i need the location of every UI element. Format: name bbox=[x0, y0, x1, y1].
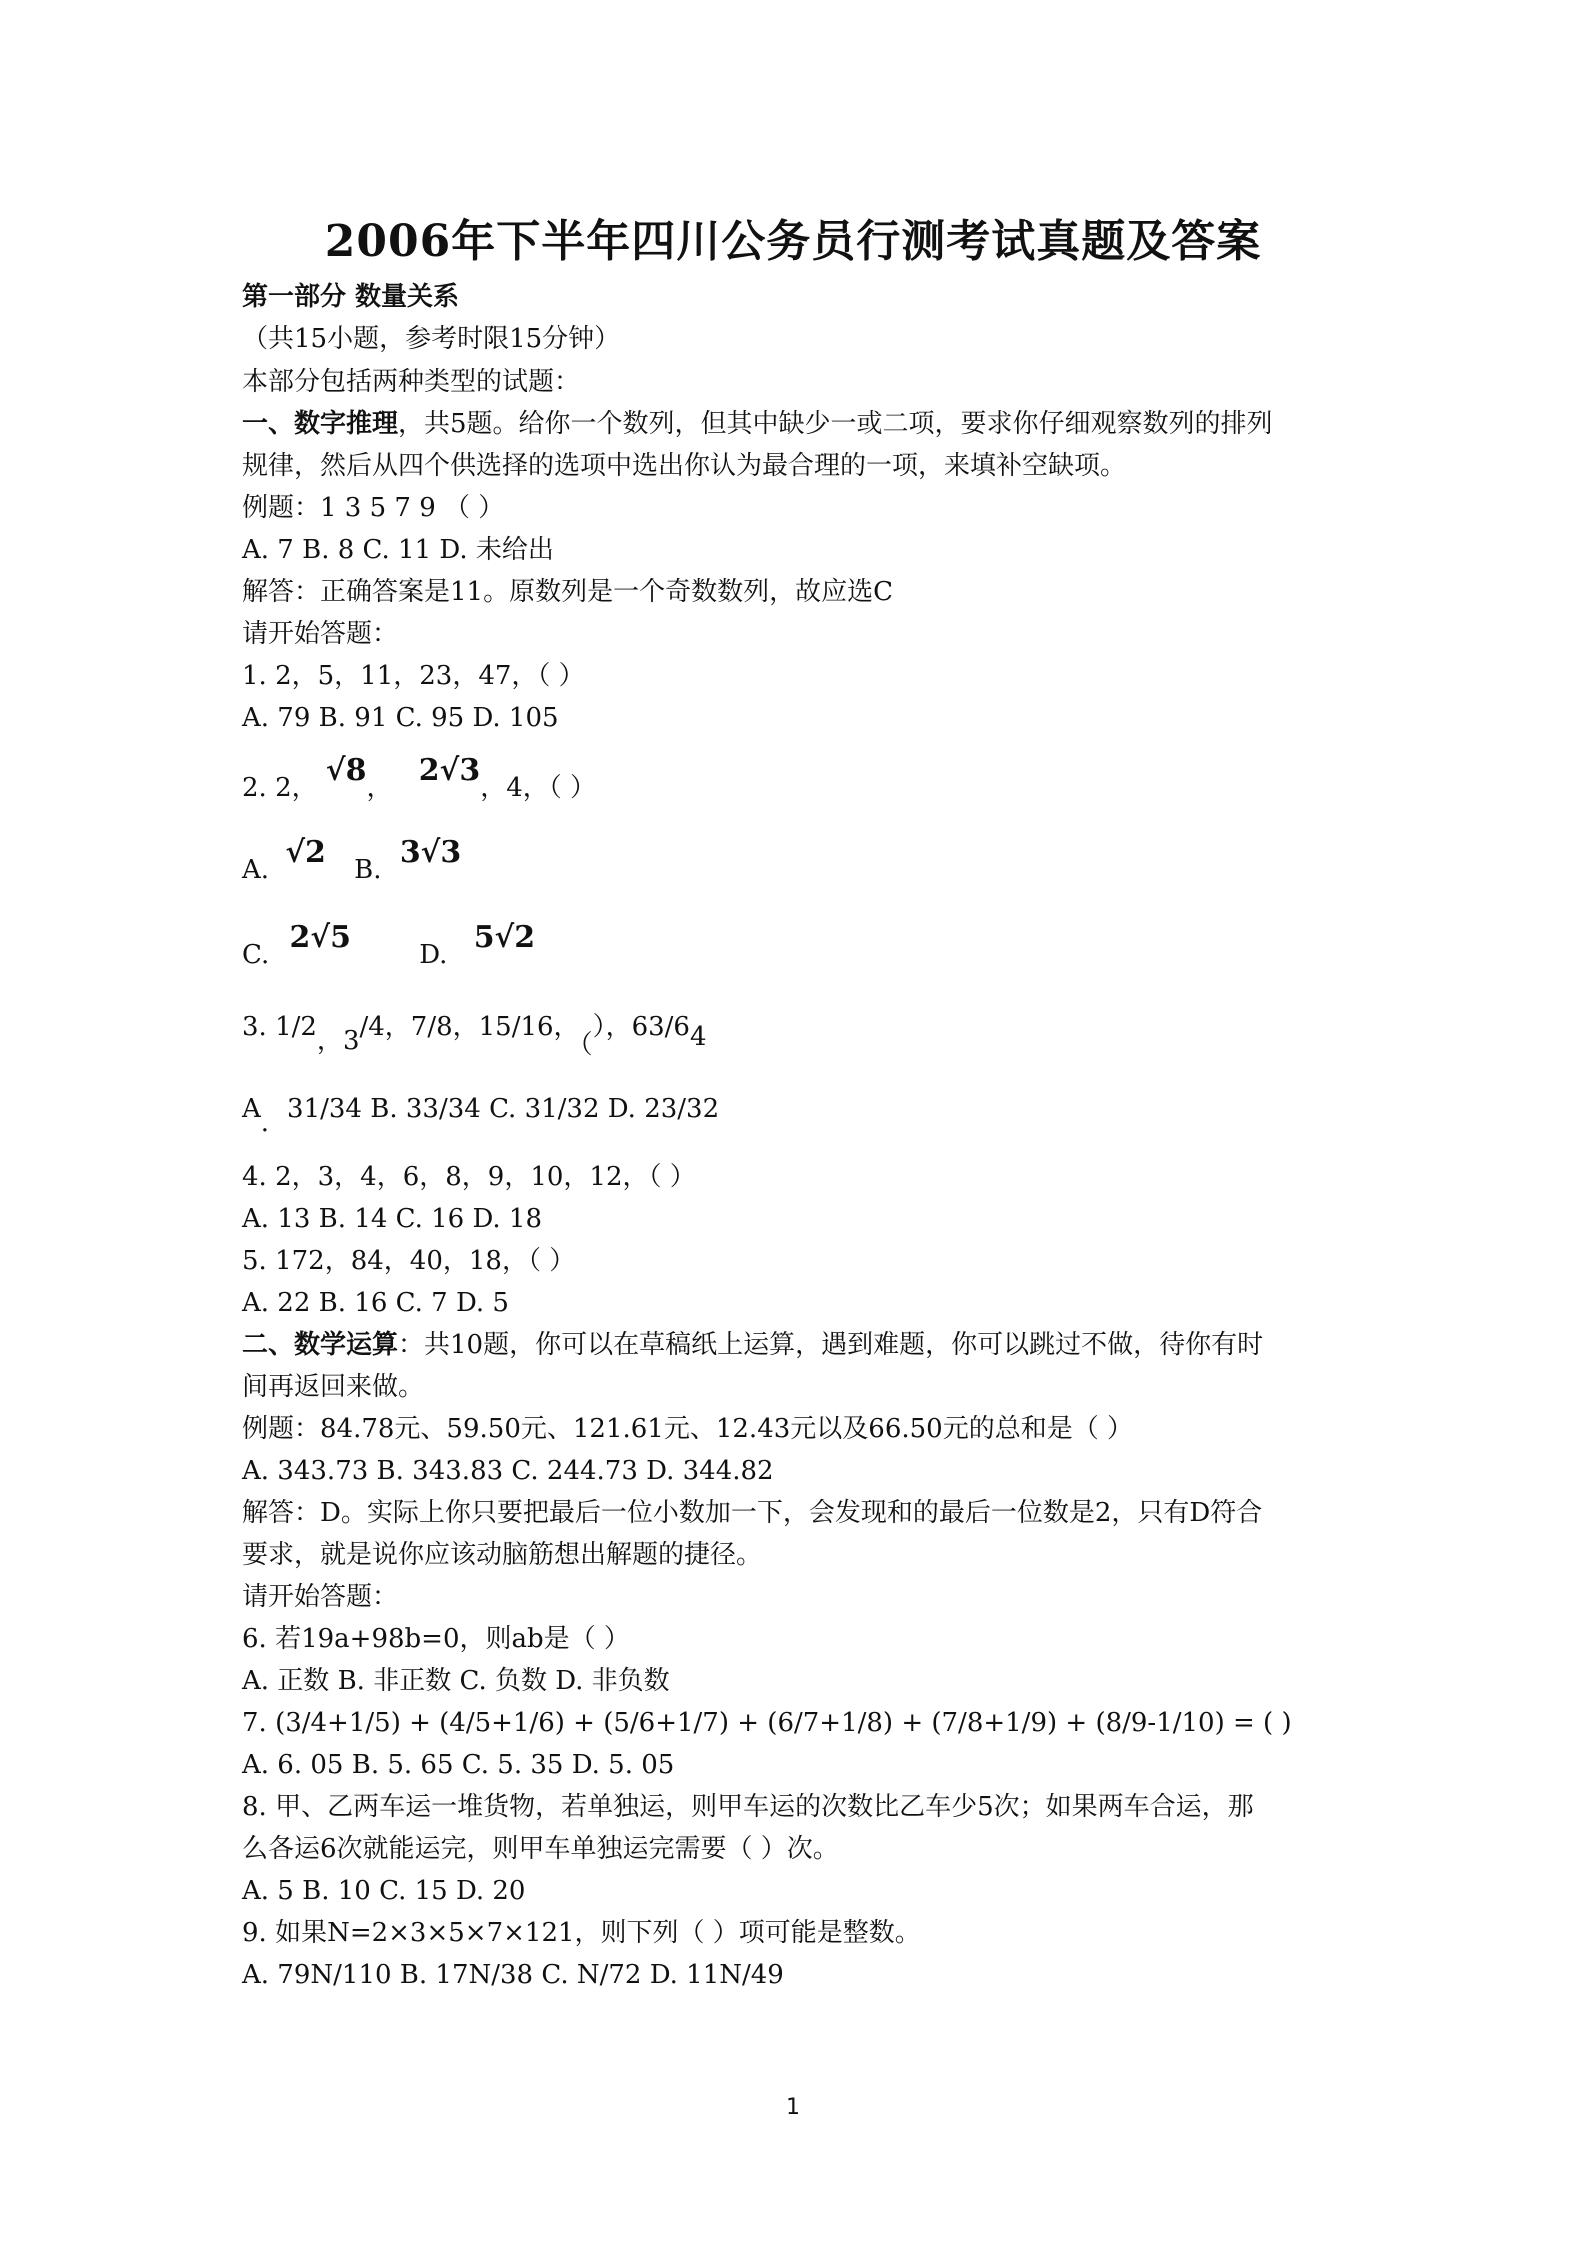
q3-part-b: ， bbox=[316, 1026, 343, 1056]
two-sqrt-3-formula: 2√3 bbox=[418, 753, 481, 788]
section1-text: ，共5题。给你一个数列，但其中缺少一或二项，要求你仔细观察数列的排列 bbox=[398, 409, 1273, 439]
section2-line2: 间再返回来做。 bbox=[242, 1372, 425, 1402]
option-c-label: C. bbox=[242, 940, 270, 970]
example-question: 例题：1 3 5 7 9 （ ） bbox=[242, 493, 505, 523]
question-2-options-cd bbox=[242, 920, 536, 972]
q3-part-e: （ bbox=[579, 1030, 593, 1060]
q3-part-f: ），63/6 bbox=[592, 1012, 690, 1042]
question-7-options: A. 6. 05 B. 5. 65 C. 5. 35 D. 5. 05 bbox=[242, 1750, 675, 1780]
question-2-tail: ，4，（ ） bbox=[480, 773, 597, 803]
q3-option-list: 31/34 B. 33/34 C. 31/32 D. 23/32 bbox=[287, 1094, 720, 1124]
part-heading: 第一部分 数量关系 bbox=[242, 282, 460, 312]
question-2 bbox=[242, 753, 597, 805]
question-5: 5. 172，84，40，18，（ ） bbox=[242, 1246, 576, 1276]
question-6: 6. 若19a+98b=0，则ab是（ ） bbox=[242, 1624, 630, 1654]
sqrt-2-formula: √2 bbox=[285, 835, 326, 870]
start-prompt-2: 请开始答题： bbox=[242, 1582, 399, 1612]
question-4: 4. 2，3，4，6，8，9，10，12，（ ） bbox=[242, 1162, 696, 1192]
option-a-label: A. bbox=[242, 855, 270, 885]
question-5-options: A. 22 B. 16 C. 7 D. 5 bbox=[242, 1288, 509, 1318]
option-d-label: D. bbox=[419, 940, 448, 970]
example2-answer-line2: 要求，就是说你应该动脑筋想出解题的捷径。 bbox=[242, 1540, 763, 1570]
part-intro: 本部分包括两种类型的试题： bbox=[242, 367, 581, 397]
question-1: 1. 2，5，11，23，47，（ ） bbox=[242, 661, 585, 691]
question-6-options: A. 正数 B. 非正数 C. 负数 D. 非负数 bbox=[242, 1666, 670, 1696]
page-title: 2006年下半年四川公务员行测考试真题及答案 bbox=[324, 216, 1262, 267]
part-note: （共15小题，参考时限15分钟） bbox=[242, 324, 621, 354]
three-sqrt-3-formula: 3√3 bbox=[399, 835, 462, 870]
question-9: 9. 如果N=2×3×5×7×121，则下列（ ）项可能是整数。 bbox=[242, 1918, 921, 1948]
section1-line2: 规律，然后从四个供选择的选项中选出你认为最合理的一项，来填补空缺项。 bbox=[242, 451, 1127, 481]
example2-answer-line1: 解答：D。实际上你只要把最后一位小数加一下，会发现和的最后一位数是2，只有D符合 bbox=[242, 1498, 1263, 1528]
question-2-sep: ， bbox=[366, 773, 393, 803]
section2-text: ：共10题，你可以在草稿纸上运算，遇到难题，你可以跳过不做，待你有时 bbox=[398, 1330, 1264, 1360]
section2-line1 bbox=[242, 1328, 1263, 1362]
example-options: A. 7 B. 8 C. 11 D. 未给出 bbox=[242, 535, 554, 565]
question-1-options: A. 79 B. 91 C. 95 D. 105 bbox=[242, 703, 559, 733]
q3-option-a: A bbox=[242, 1094, 261, 1124]
example2-question: 例题：84.78元、59.50元、121.61元、12.43元以及66.50元的总和是（ ） bbox=[242, 1414, 1133, 1444]
section2-label: 二、数学运算 bbox=[242, 1330, 399, 1360]
two-sqrt-5-formula: 2√5 bbox=[289, 920, 351, 955]
q3-part-d: /4，7/8，15/16， bbox=[359, 1012, 580, 1042]
start-prompt: 请开始答题： bbox=[242, 619, 399, 649]
five-sqrt-2-formula: 5√2 bbox=[473, 920, 536, 955]
question-8-options: A. 5 B. 10 C. 15 D. 20 bbox=[242, 1876, 526, 1906]
q3-part-g: 4 bbox=[689, 1022, 707, 1052]
section1-line1 bbox=[242, 407, 1273, 441]
question-2-options-ab bbox=[242, 835, 462, 887]
question-8-line2: 么各运6次就能运完，则甲车单独运完需要（ ）次。 bbox=[242, 1834, 839, 1864]
page-number: 1 bbox=[786, 2095, 800, 2120]
example-answer: 解答：正确答案是11。原数列是一个奇数数列，故应选C bbox=[242, 577, 893, 607]
question-8-line1: 8. 甲、乙两车运一堆货物，若单独运，则甲车运的次数比乙车少5次；如果两车合运，那 bbox=[242, 1792, 1254, 1822]
question-9-options: A. 79N/110 B. 17N/38 C. N/72 D. 11N/49 bbox=[242, 1960, 784, 1990]
q3-option-dot: . bbox=[260, 1108, 270, 1138]
question-4-options: A. 13 B. 14 C. 16 D. 18 bbox=[242, 1204, 543, 1234]
example2-options: A. 343.73 B. 343.83 C. 244.73 D. 344.82 bbox=[242, 1456, 774, 1486]
q3-part-c: 3 bbox=[342, 1026, 360, 1056]
sqrt-8-formula: √8 bbox=[325, 753, 367, 788]
option-b-label: B. bbox=[354, 855, 382, 885]
section1-label: 一、数字推理 bbox=[242, 409, 399, 439]
q3-part-a: 3. 1/2 bbox=[242, 1012, 317, 1042]
question-7: 7. (3/4+1/5) + (4/5+1/6) + (5/6+1/7) + (6/7+1/8) + (7/8+1/9) + (8/9-1/10) = ( ) bbox=[242, 1708, 1292, 1738]
question-3 bbox=[242, 1010, 707, 1060]
question-2-prefix: 2. 2， bbox=[242, 773, 318, 803]
question-3-options bbox=[242, 1092, 720, 1138]
